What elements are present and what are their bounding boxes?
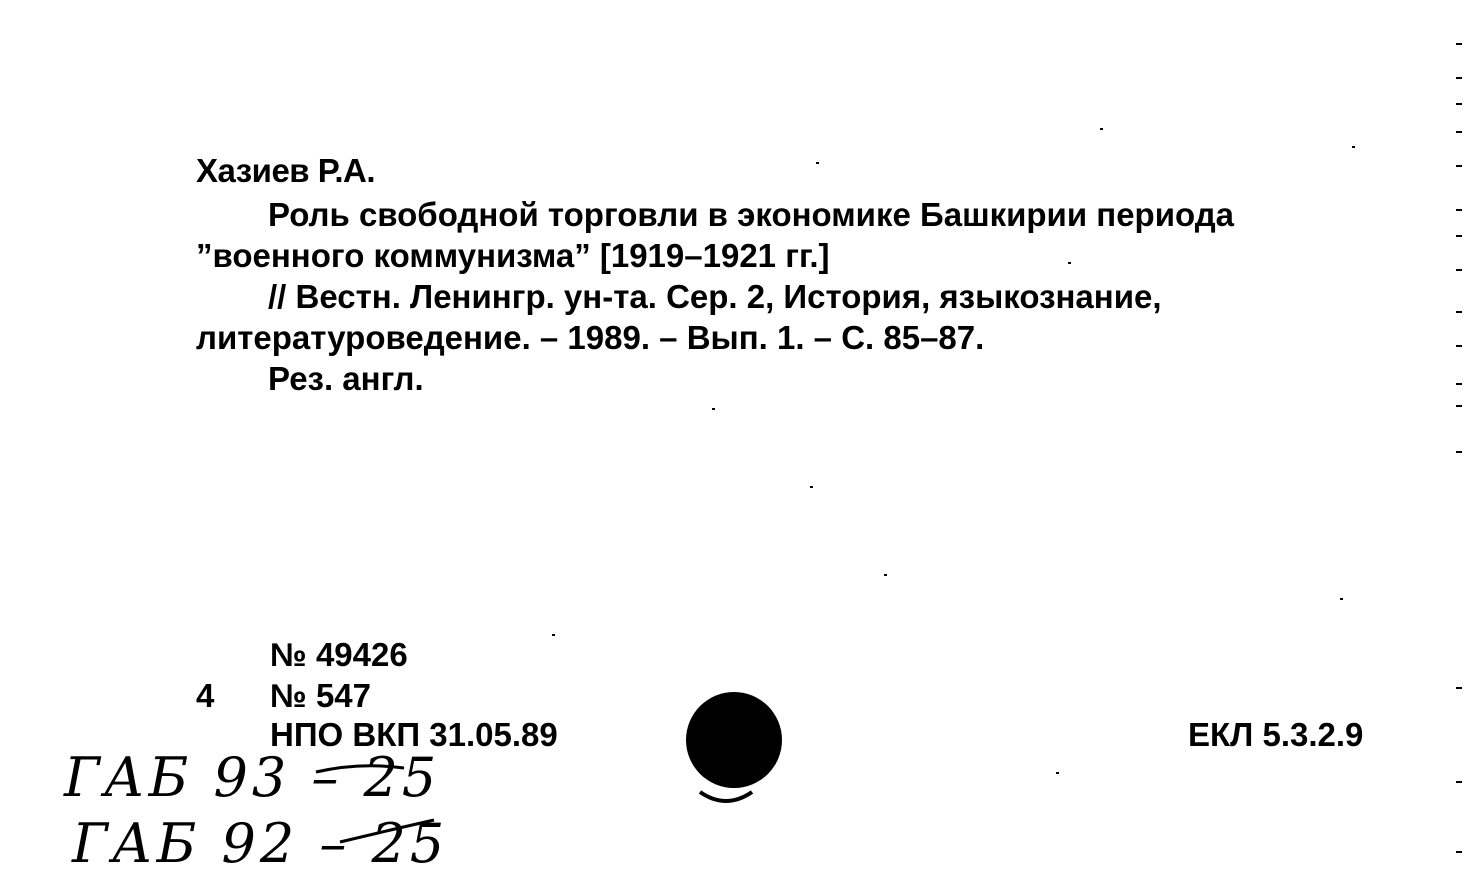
handwritten-shelfmark-1: ГАБ 93 – 25 xyxy=(64,746,441,809)
punch-hole-tear-mark xyxy=(696,786,756,810)
source-line-1: // Вестн. Ленингр. ун-та. Сер. 2, История, языкознание, xyxy=(268,278,1162,315)
speck xyxy=(810,486,813,488)
speck xyxy=(1100,128,1103,130)
handwritten-stroke-2 xyxy=(330,816,440,846)
author-name: Хазиев Р.А. xyxy=(196,152,375,189)
speck xyxy=(1068,262,1071,264)
handwritten-shelfmark-2: ГАБ 92 – 25 xyxy=(72,812,449,875)
handwritten-stroke-1 xyxy=(310,760,410,780)
speck xyxy=(552,634,555,636)
classification-code: ЕКЛ 5.3.2.9 xyxy=(1188,716,1364,753)
title-line-2: ”военного коммунизма” [1919–1921 гг.] xyxy=(196,237,830,274)
title-line-1: Роль свободной торговли в экономике Башкирии периода xyxy=(268,196,1235,233)
punch-hole xyxy=(686,692,782,788)
speck xyxy=(816,162,819,164)
source-line-2: литературоведение. – 1989. – Вып. 1. – С. 85–87. xyxy=(196,319,985,356)
publisher-date: НПО ВКП 31.05.89 xyxy=(270,716,558,753)
bibliographic-entry xyxy=(196,194,1358,399)
inventory-number-1: № 49426 xyxy=(270,636,408,673)
speck xyxy=(1056,772,1059,774)
speck xyxy=(712,408,715,410)
speck xyxy=(884,574,887,576)
card-edge-ticks xyxy=(1454,0,1464,888)
copies-count: 4 xyxy=(196,677,215,714)
speck xyxy=(1352,146,1355,148)
summary-note: Рез. англ. xyxy=(268,360,424,397)
inventory-number-2: № 547 xyxy=(270,677,372,714)
speck xyxy=(1340,598,1343,600)
